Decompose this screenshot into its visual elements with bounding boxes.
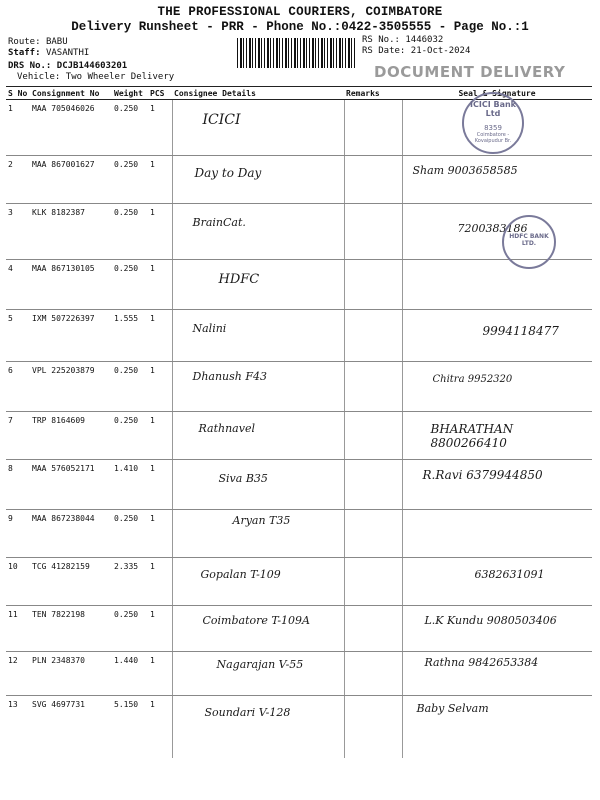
remarks-cell	[344, 204, 402, 260]
sno-cell: 12	[6, 652, 30, 696]
consignee-cell: Rathnavel	[172, 412, 344, 460]
consignee-cell: Siva B35	[172, 460, 344, 510]
weight-cell: 0.250	[112, 204, 148, 260]
sno-cell: 4	[6, 260, 30, 310]
remarks-cell	[344, 156, 402, 204]
consignee-cell: HDFC	[172, 260, 344, 310]
consignment-no-cell: MAA 867238044	[30, 510, 112, 558]
consignment-no-cell: TRP 8164609	[30, 412, 112, 460]
sno-cell: 9	[6, 510, 30, 558]
seal1-branch: Coimbatore - Kovaipudur Br.	[474, 132, 512, 144]
pcs-cell: 1	[148, 260, 172, 310]
consignment-no-cell: MAA 576052171	[30, 460, 112, 510]
pcs-cell: 1	[148, 362, 172, 412]
seal2-name: HDFC BANK LTD.	[509, 233, 549, 247]
document-delivery-stamp: DOCUMENT DELIVERY	[374, 63, 566, 81]
remarks-cell	[344, 310, 402, 362]
rs-date-label: RS Date:	[362, 46, 406, 56]
table-row	[6, 260, 592, 310]
consignment-no-cell: TCG 41282159	[30, 558, 112, 606]
signature-cell: Sham 9003658585	[402, 156, 592, 204]
table-row	[6, 362, 592, 412]
remarks-cell	[344, 362, 402, 412]
pcs-cell: 1	[148, 412, 172, 460]
pcs-cell: 1	[148, 606, 172, 652]
remarks-cell	[344, 460, 402, 510]
pcs-cell: 1	[148, 510, 172, 558]
weight-cell: 0.250	[112, 100, 148, 156]
remarks-cell	[344, 412, 402, 460]
pcs-cell: 1	[148, 100, 172, 156]
consignment-no-cell: SVG 4697731	[32, 700, 85, 709]
col-remarks: Remarks	[344, 87, 402, 100]
weight-cell: 0.250	[112, 260, 148, 310]
signature-cell: BHARATHAN 8800266410	[402, 412, 592, 460]
remarks-cell	[344, 100, 402, 156]
table-row	[6, 412, 592, 460]
signature-cell: R.Ravi 6379944850	[402, 460, 592, 510]
weight-cell: 2.335	[112, 558, 148, 606]
staff-label: Staff:	[8, 48, 41, 58]
weight-cell: 5.150	[114, 700, 139, 709]
pcs-cell: 1	[150, 700, 155, 709]
sno-cell: 1	[6, 100, 30, 156]
pcs-cell: 1	[148, 460, 172, 510]
seal1-code: 8359	[484, 124, 502, 132]
rs-no-line	[362, 35, 443, 45]
signature-cell: 6382631091	[402, 558, 592, 606]
staff-line	[8, 48, 89, 58]
signature-cell: 9994118477	[402, 310, 592, 362]
vehicle-label: Vehicle:	[17, 72, 61, 82]
pcs-cell: 1	[148, 156, 172, 204]
consignee-cell: BrainCat.	[172, 204, 344, 260]
consignee-cell: Day to Day	[172, 156, 344, 204]
route-value: BABU	[45, 37, 68, 47]
remarks-cell	[344, 652, 402, 696]
signature-cell: Rathna 9842653384	[402, 652, 592, 696]
sno-cell: 13	[8, 700, 18, 709]
barcode	[237, 38, 355, 68]
rs-date-value: 21-Oct-2024	[410, 46, 471, 56]
weight-cell: 0.250	[112, 362, 148, 412]
consignee-cell: Gopalan T-109	[172, 558, 344, 606]
icici-bank-seal	[462, 92, 524, 154]
drs-line	[8, 61, 127, 71]
col-sno: S No	[6, 87, 30, 100]
drs-value: DCJB144603201	[56, 61, 128, 71]
table-row	[6, 156, 592, 204]
sno-cell: 2	[6, 156, 30, 204]
sno-cell: 3	[6, 204, 30, 260]
signature-cell: Chitra 9952320	[402, 362, 592, 412]
rs-date-line	[362, 46, 470, 56]
remarks-cell	[344, 606, 402, 652]
weight-cell: 0.250	[112, 156, 148, 204]
table-body	[6, 100, 592, 759]
consignee-cell: Dhanush F43	[172, 362, 344, 412]
remarks-cell	[344, 696, 402, 759]
table-row	[6, 696, 592, 759]
table-row	[6, 652, 592, 696]
weight-cell: 0.250	[112, 412, 148, 460]
signature-cell: 7200383186	[402, 204, 592, 260]
table-row	[6, 510, 592, 558]
seal1-name: ICICI Bank Ltd	[470, 100, 516, 118]
consignee-cell: Nalini	[172, 310, 344, 362]
consignment-no-cell: MAA 867001627	[30, 156, 112, 204]
vehicle-line	[17, 72, 174, 82]
col-seal-signature: Seal & Signature	[402, 87, 592, 100]
table-row	[6, 606, 592, 652]
sno-cell: 5	[6, 310, 30, 362]
rs-no-value: 1446032	[405, 35, 444, 45]
remarks-cell	[344, 260, 402, 310]
table-row	[6, 558, 592, 606]
runsheet-subtitle: Delivery Runsheet - PRR - Phone No.:0422-3505555 - Page No.:1	[71, 20, 529, 34]
staff-value: VASANTHI	[45, 48, 90, 58]
consignee-cell: Soundari V-128	[172, 696, 344, 759]
weight-cell: 0.250	[112, 606, 148, 652]
sno-cell: 11	[6, 606, 30, 652]
weight-cell: 1.555	[112, 310, 148, 362]
sno-cell: 7	[6, 412, 30, 460]
hdfc-bank-seal	[502, 215, 556, 269]
sno-cell: 6	[6, 362, 30, 412]
pcs-cell: 1	[148, 310, 172, 362]
consignee-cell: Aryan T35	[172, 510, 344, 558]
table-row	[6, 460, 592, 510]
consignment-no-cell: IXM 507226397	[30, 310, 112, 362]
pcs-cell: 1	[148, 204, 172, 260]
consignment-no-cell: VPL 225203879	[30, 362, 112, 412]
consignee-cell: Nagarajan V-55	[172, 652, 344, 696]
consignment-no-cell: KLK 8182387	[30, 204, 112, 260]
pcs-cell: 1	[148, 652, 172, 696]
runsheet-table	[6, 86, 592, 758]
consignment-no-cell: MAA 705046026	[30, 100, 112, 156]
col-consignee-details: Consignee Details	[172, 87, 344, 100]
consignee-cell: ICICI	[172, 100, 344, 156]
company-title: THE PROFESSIONAL COURIERS, COIMBATORE	[157, 5, 443, 19]
vehicle-value: Two Wheeler Delivery	[65, 72, 175, 82]
drs-label: DRS No.:	[8, 61, 52, 71]
col-pcs: PCS	[148, 87, 172, 100]
signature-cell	[402, 510, 592, 558]
route-line	[8, 37, 68, 47]
signature-cell: L.K Kundu 9080503406	[402, 606, 592, 652]
consignee-cell: Coimbatore T-109A	[172, 606, 344, 652]
pcs-cell: 1	[148, 558, 172, 606]
remarks-cell	[344, 510, 402, 558]
sno-cell: 10	[6, 558, 30, 606]
consignment-no-cell: TEN 7822198	[30, 606, 112, 652]
col-consignment-no: Consignment No	[30, 87, 112, 100]
consignment-no-cell: PLN 2348370	[30, 652, 112, 696]
sno-cell: 8	[6, 460, 30, 510]
signature-cell: Baby Selvam	[402, 696, 592, 759]
consignment-no-cell: MAA 867130105	[30, 260, 112, 310]
signature-cell	[402, 260, 592, 310]
remarks-cell	[344, 558, 402, 606]
table-row	[6, 310, 592, 362]
weight-cell: 0.250	[112, 510, 148, 558]
weight-cell: 1.440	[112, 652, 148, 696]
rs-no-label: RS No.:	[362, 35, 400, 45]
weight-cell: 1.410	[112, 460, 148, 510]
col-weight: Weight	[112, 87, 148, 100]
route-label: Route:	[8, 37, 41, 47]
